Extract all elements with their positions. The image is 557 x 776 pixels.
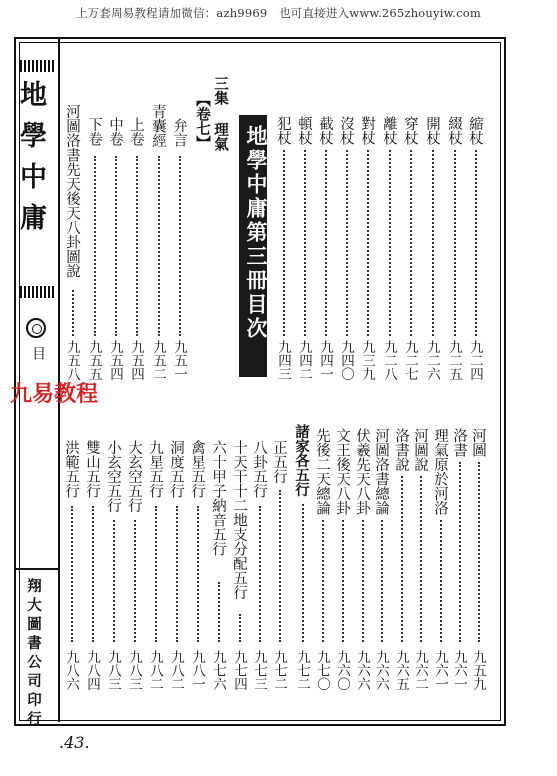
toc-entry: 河圖洛書總論 — [373, 428, 389, 515]
side-band-top — [20, 60, 54, 72]
toc-page: 九四三 — [275, 340, 291, 381]
toc-entry: 六十甲子納音五行 — [210, 440, 226, 556]
leader-dots — [218, 582, 220, 642]
leader-dots — [197, 506, 199, 642]
leader-dots — [176, 506, 178, 642]
toc-entry: 開杖 — [424, 116, 440, 145]
toc-entry: 河圖說 — [412, 428, 428, 472]
volume-label: 【卷七】 — [194, 92, 211, 150]
toc-page: 九二五 — [446, 340, 462, 381]
leader-dots — [381, 520, 383, 642]
circle-ornament-icon — [26, 318, 46, 338]
page-number: .43. — [59, 733, 90, 752]
leader-dots — [322, 520, 324, 642]
leader-dots — [432, 150, 434, 336]
watermark: 九易教程 — [10, 382, 99, 407]
toc-entry: 洪範五行 — [63, 440, 79, 498]
toc-page: 九六六 — [354, 650, 370, 691]
toc-entry: 離杖 — [381, 116, 397, 145]
topic-label: 理氣 — [212, 122, 229, 151]
toc-page: 九八四 — [84, 650, 100, 691]
toc-page: 九八三 — [126, 650, 142, 691]
leader-dots — [158, 156, 160, 336]
toc-page: 九五九 — [470, 650, 486, 691]
toc-page: 九六六 — [373, 650, 389, 691]
leader-dots — [454, 150, 456, 336]
toc-page: 九八二 — [168, 650, 184, 691]
toc-entry: 中卷 — [107, 117, 123, 146]
toc-page: 九六二 — [412, 650, 428, 691]
toc-entry: 雙山五行 — [84, 440, 100, 498]
toc-entry: 沒杖 — [338, 116, 354, 145]
toc-page: 九八二 — [147, 650, 163, 691]
toc-entry: 頓杖 — [296, 116, 312, 145]
toc-page: 九五四 — [128, 340, 144, 381]
leader-dots — [279, 490, 281, 642]
toc-entry: 河圖洛書先天後天八卦圖說 — [64, 104, 80, 278]
side-band-bottom — [20, 286, 54, 298]
toc-entry: 對杖 — [359, 116, 375, 145]
toc-page: 九六一 — [451, 650, 467, 691]
toc-entry: 洛書 — [451, 428, 467, 457]
toc-page: 九七四 — [231, 650, 247, 691]
toc-page: 九二六 — [424, 340, 440, 381]
toc-entry: 八卦五行 — [251, 440, 267, 498]
toc-entry: 九星五行 — [147, 440, 163, 498]
leader-dots — [283, 150, 285, 336]
toc-page: 九五五 — [86, 340, 102, 381]
toc-entry: 正五行 — [271, 440, 287, 484]
leader-dots — [440, 520, 442, 642]
toc-page: 九二七 — [402, 340, 418, 381]
top-banner: 上万套周易教程请加微信：azh9969 也可直接进入www.265zhouyiw.com — [75, 6, 482, 20]
leader-dots — [94, 156, 96, 336]
leader-dots — [401, 476, 403, 642]
toc-page: 九五八 — [64, 340, 80, 381]
toc-page: 九八六 — [63, 650, 79, 691]
leader-dots — [239, 614, 241, 642]
leader-dots — [420, 476, 422, 642]
toc-page: 九四〇 — [338, 340, 354, 381]
toc-entry: 穿杖 — [402, 116, 418, 145]
toc-entry: 小玄空五行 — [105, 440, 121, 513]
toc-page: 九六〇 — [334, 650, 350, 691]
toc-entry: 先後二天總論 — [314, 428, 330, 515]
leader-dots — [259, 506, 261, 642]
toc-page: 九七三 — [251, 650, 267, 691]
toc-entry: 伏羲先天八卦 — [354, 428, 370, 515]
volume-title: 地學中庸第三冊目次 — [244, 125, 269, 341]
toc-entry: 截杖 — [317, 116, 333, 145]
leader-dots — [179, 156, 181, 336]
leader-dots — [115, 156, 117, 336]
leader-dots — [136, 156, 138, 336]
toc-entry: 洞度五行 — [168, 440, 184, 498]
leader-dots — [342, 520, 344, 642]
publisher-name: 翔大圖書公司印行 — [25, 578, 42, 730]
collection-label: 三集 — [212, 76, 229, 105]
toc-page: 九六五 — [393, 650, 409, 691]
leader-dots — [346, 150, 348, 336]
toc-entry: 綴杖 — [446, 116, 462, 145]
toc-page: 九七二 — [294, 650, 310, 691]
leader-dots — [304, 150, 306, 336]
toc-entry: 十天干十二地支分配五行 — [231, 440, 247, 600]
leader-dots — [389, 150, 391, 336]
toc-entry: 上卷 — [128, 117, 144, 146]
toc-page: 九四一 — [317, 340, 333, 381]
leader-dots — [325, 150, 327, 336]
toc-entry: 理氣原於河洛 — [432, 428, 448, 515]
toc-page: 九七二 — [271, 650, 287, 691]
leader-dots — [410, 150, 412, 336]
leader-dots — [362, 520, 364, 642]
leader-dots — [475, 150, 477, 336]
toc-page: 九五二 — [150, 340, 166, 381]
toc-entry: 文王後天八卦 — [334, 428, 350, 515]
leader-dots — [72, 290, 74, 336]
side-subtitle: 目 — [30, 346, 46, 360]
toc-entry: 弁言 — [171, 118, 187, 147]
leader-dots — [459, 462, 461, 642]
leader-dots — [71, 506, 73, 642]
toc-page: 九五一 — [171, 340, 187, 381]
toc-page: 九二八 — [381, 340, 397, 381]
toc-page: 九六一 — [432, 650, 448, 691]
toc-entry: 縮杖 — [467, 116, 483, 145]
toc-entry: 諸家各五行 — [293, 424, 310, 497]
leader-dots — [155, 506, 157, 642]
toc-entry: 洛書說 — [393, 428, 409, 472]
leader-dots — [134, 520, 136, 642]
toc-page: 九五四 — [107, 340, 123, 381]
leader-dots — [367, 150, 369, 336]
toc-page: 九七〇 — [314, 650, 330, 691]
leader-dots — [113, 520, 115, 642]
toc-entry: 禽星五行 — [189, 440, 205, 498]
toc-page: 九四二 — [296, 340, 312, 381]
toc-page: 九八一 — [189, 650, 205, 691]
toc-page: 九八三 — [105, 650, 121, 691]
leader-dots — [302, 504, 304, 642]
leader-dots — [478, 462, 480, 642]
book-title: 地學中庸 — [15, 80, 46, 244]
toc-page: 九三九 — [359, 340, 375, 381]
toc-entry: 大玄空五行 — [126, 440, 142, 513]
toc-page: 九七六 — [210, 650, 226, 691]
toc-entry: 下卷 — [86, 117, 102, 146]
toc-entry: 河圖 — [470, 428, 486, 457]
toc-entry: 犯杖 — [275, 116, 291, 145]
toc-page: 九二四 — [467, 340, 483, 381]
toc-entry: 青囊經 — [150, 104, 166, 148]
leader-dots — [92, 506, 94, 642]
